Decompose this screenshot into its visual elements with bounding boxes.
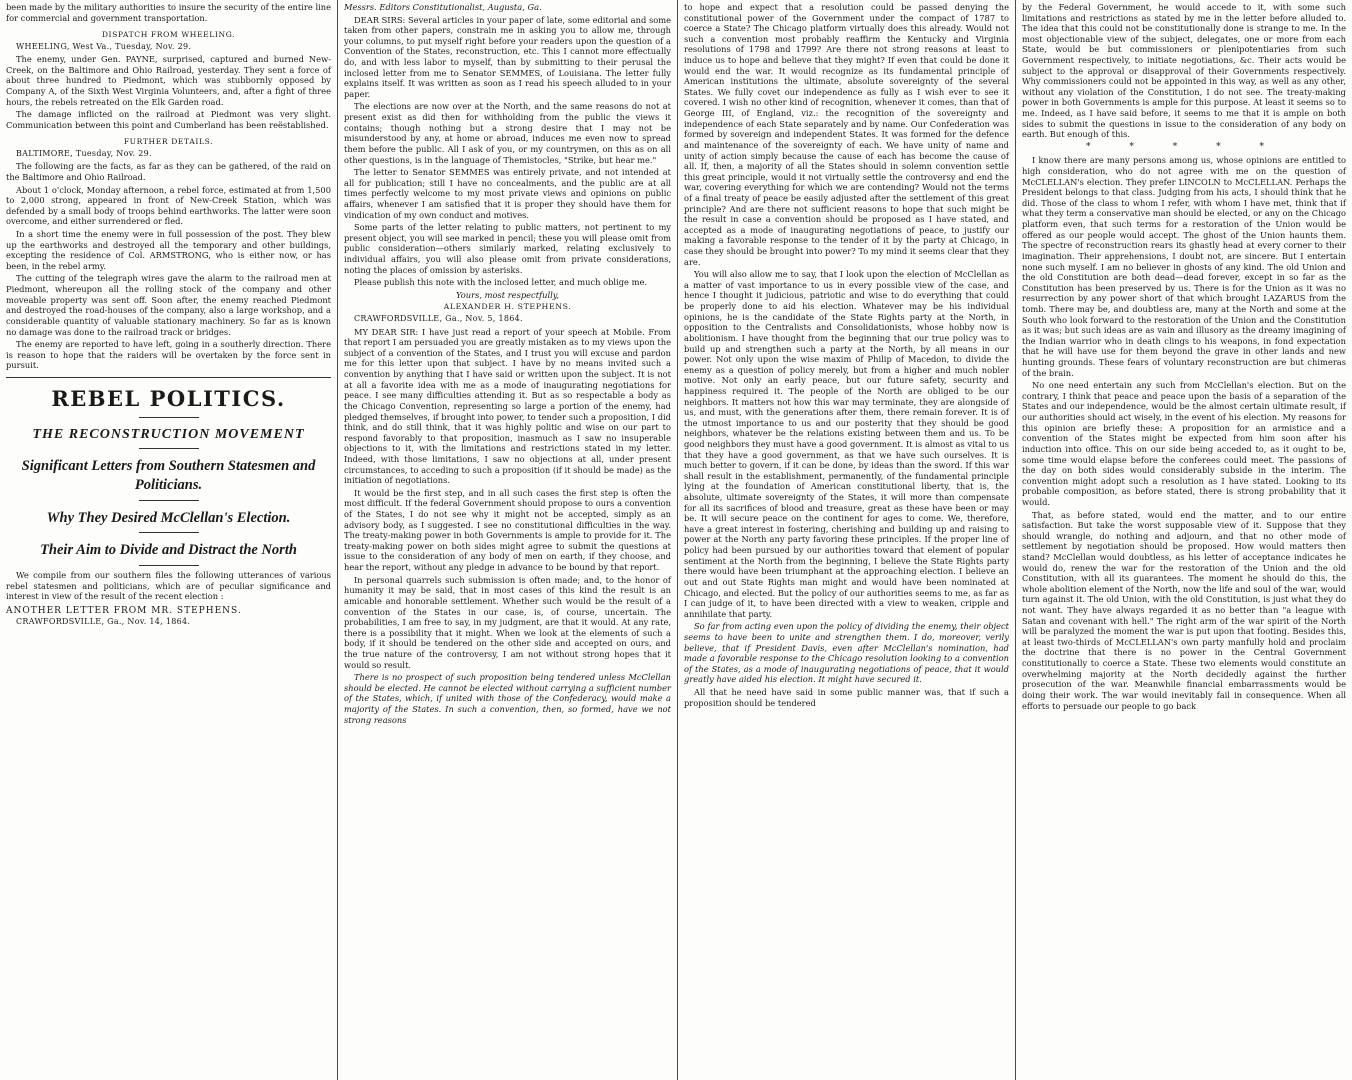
headline-sub-4: Their Aim to Divide and Distract the North xyxy=(40,542,297,559)
paragraph: The enemy are reported to have left, going in a southerly direction. There is reason to hope that the raiders will be overtaken by the force sent in pursuit. xyxy=(6,339,331,371)
paragraph: There is no prospect of such proposition being tendered unless McClellan should be elected. He cannot be elected without carrying a sufficient number of the States, which, if united with those of the Confederacy, would make a majority of the States. In such a convention, then, so formed, have we not strong reasons xyxy=(344,672,671,725)
paragraph: So far from acting even upon the policy of dividing the enemy, their object seems to have been to unite and strengthen them. I do, moreover, verily believe, that if President Davis, even after McClellan's nomination, had made a favorable response to the Chicago resolution looking to a convention of the States, as a mode of inaugurating negotiations of peace, that it would greatly have aided his election. It might have secured it. xyxy=(684,621,1009,685)
paragraph: The following are the facts, as far as they can be gathered, of the raid on the Baltimore and Ohio Railroad. xyxy=(6,161,331,182)
headline-sub-1: THE RECONSTRUCTION MOVEMENT xyxy=(32,426,305,442)
paragraph: The damage inflicted on the railroad at Piedmont was very slight. Communication between this point and Cumberland has been reëstablished. xyxy=(6,109,331,130)
dispatch-heading: DISPATCH FROM WHEELING. xyxy=(101,30,236,40)
headline-rule xyxy=(139,565,199,566)
paragraph: The letter to Senator SEMMES was entirely private, and not intended at all for publication; still I have no concealments, and the public are at all times perfectly welcome to my most private views and opinions on public affairs, whenever I am satisfied that it is proper they should have them for vindication of my own conduct and motives. xyxy=(344,167,671,220)
paragraph: The elections are now over at the North, and the same reasons do not at present exist as did then for withholding from the public the views it contains; though nothing but a strong desire that I may not be misunderstood by any, at home or abroad, induces me even now to spread them before the public. All I ask of you, or my countrymen, on this as on all other questions, is in the language of Themistocles, "Strike, but hear me." xyxy=(344,101,671,165)
paragraph: That, as before stated, would end the matter, and to our entire satisfaction. But take the worst supposable view of it. Suppose that they should wrangle, do nothing and adjourn, and that no other mode of settlement by negotiation should be proposed. How would matters then stand? McClellan would doubtless, as his letter of acceptance indicates he would do, renew the war for the restoration of the Union and the old Constitution, with all its guarantees. The moment he should do this, the whole abolition element of the North, now the life and soul of the war, would turn against it. The old Union, with the old Constitution, is just what they do not want. They have always regarded it as no better than "a league with Satan and covenant with hell." The right arm of the war spirit of the North will be paralyzed the moment the war is put upon that footing. Besides this, at least two-thirds of McCLELLAN's own party manfully hold and proclaim the doctrine that there is no power in the Central Government constitutionally to coerce a State. These two elements would constitute an overwhelming majority at the North decidedly against the further prosecution of the war. Meanwhile financial embarrassments would be doing their work. The war would inevitably fail in consequence. When all efforts to persuade our people to go back xyxy=(1022,509,1346,711)
letter-address: Messrs. Editors Constitutionalist, Augusta, Ga. xyxy=(344,2,542,12)
column-3 xyxy=(678,0,1016,1080)
headline-rule xyxy=(139,532,199,533)
paragraph: to hope and expect that a resolution could be passed denying the constitutional power of the Government under the compact of 1787 to coerce a State? The Chicago platform virtually does this already. Would not such a convention most probably reaffirm the Kentucky and Virginia resolutions of 1798 and 1799? Are there not strong reasons at least to induce us to hope and believe that they might? If even that could be done it would end the war. It would recognize as its fundamental principle of American institutions the ultimate, absolute sovereignty of the several States. We fully covet our independence as fully as I wish ever to see it covered. I wish no other kind of recognition, whenever it comes, than that of George III, of England, viz.: the recognition of the sovereignty and independence of each State separately and by name. Our Confederation was formed by sovereign and independent States. It was formed for the defence and maintenance of the sovereignty of each. We have unity of name and unity of action simply because the cause of each has become the cause of all. If, then, a majority of all the States should in solemn convention settle this great principle, would it not virtually settle the controversy and end the war, covering everything for which we are contending? Would not the terms of a final treaty of peace be easily adjusted after the settlement of this great principle? And are there not sufficient reasons to hope that such might be the result in case a convention should be proposed as I have stated, and accepted as a mode of inaugurating negotiations of peace, to justify our making a favorable response to the tender of it by the party at Chicago, in case they should be brought into power? To my mind it seems clear that they are. xyxy=(684,2,1009,267)
letter-dateline: CRAWFORDSVILLE, Ga., Nov. 5, 1864. xyxy=(354,314,523,324)
letter-dateline: CRAWFORDSVILLE, Ga., Nov. 14, 1864. xyxy=(16,617,191,627)
paragraph: In a short time the enemy were in full possession of the post. They blew up the earthworks and destroyed all the temporary and other buildings, excepting the residence of Col. ARMSTRONG, who is either now, or has been, in the rebel army. xyxy=(6,229,331,271)
headline-sub-3: Why They Desired McClellan's Election. xyxy=(46,509,291,526)
headline-rule xyxy=(139,417,199,418)
paragraph: About 1 o'clock, Monday afternoon, a rebel force, estimated at from 1,500 to 2,000 strong, appeared in front of New-Creek Station, which was defended by a small body of troops behind earthworks. The latter were soon overcome, and either surrendered or fled. xyxy=(6,184,331,227)
paragraph: MY DEAR SIR: I have just read a report of your speech at Mobile. From that report I am persuaded you are greatly mistaken as to my views upon the subject of a convention of the States, and I trust you will excuse and pardon me for this letter upon that subject. I have by no means invited such a convention by anything that I have said or written upon the subject. It is not at all a favorite idea with me as a mode of inaugurating negotiations for peace. I see many difficulties attending it. But as so respectable a body as the Chicago Convention, representing so large a portion of the enemy, had pledged themselves, if brought into power, to tender such a proposition, I did think, and do still think, that it was highly politic and wise on our part to respond favorably to that proposition, inasmuch as I saw no insuperable objections to it, with the limitations and restrictions stated in my letter. Indeed, with those limitations, I saw no objections at all, under present circumstances, to acceding to such a proposition (if it should be made) as the initiation of negotiations. xyxy=(344,326,671,486)
paragraph: DEAR SIRS: Several articles in your paper of late, some editorial and some taken from other papers, constrain me in asking you to allow me, through your columns, to put myself right before your readers upon the question of a Convention of the States, reconstruction, etc. This I cannot more effectually do, and with less labor to myself, than by submitting to their perusal the inclosed letter from me to Senator SEMMES, of Louisiana. The letter fully explains itself. It was written as soon as I read his speech alluded to in your paper. xyxy=(344,14,671,99)
paragraph: In personal quarrels such submission is often made; and, to the honor of humanity it may be said, that in most cases of this kind the result is an amicable and honorable settlement. Whether such would be the result of a convention of the States in our case, is, of course, uncertain. The probabilities, I am free to say, in my judgment, are that it would. At any rate, there is a possibility that it might. When we look at the elements of such a body, if it should be tendered on the other side and accepted on ours, and the true nature of the controversy, I am not without strong hopes that it would so result. xyxy=(344,574,671,670)
headline-main: REBEL POLITICS. xyxy=(51,385,286,411)
asterisk-separator: * * * * * xyxy=(1086,141,1282,152)
paragraph: It would be the first step, and in all such cases the first step is often the most difficult. If the federal Government should propose to ours a convention of the States, I do not see why it might not be accepted, simply as an advisory body, as I suggested. I see no constitutional difficulties in the way. The treaty-making power in both Governments is ample to provide for it. The treaty-making power on both sides might agree to submit the questions at issue to the consideration of any body of men on earth, if they choose, and hear the report, without any pledge in advance to be bound by that report. xyxy=(344,487,671,573)
section-heading: ANOTHER LETTER FROM MR. STEPHENS. xyxy=(6,605,242,616)
column-4 xyxy=(1016,0,1352,1080)
headline-rule xyxy=(139,500,199,501)
paragraph: by the Federal Government, he would accede to it, with some such limitations and restrictions as stated by me in the letter before alluded to. The idea that this could not be constitutionally done is strange to me. In the most objectionable view of the subject, delegates, one or more from each State, would be but commissioners or plenipotentiaries from such Government respectively, to initiate negotiations, &c. Their acts would be subject to the approval or disapproval of their Governments respectively. Why commissioners could not be appointed in this way, as well as any other, without any violation of the Constitution, I do not see. The treaty-making power in both Governments is ample for this purpose. At least it seems so to me. Indeed, as I have said before, it seems to me that it is ample on both sides to submit the questions in issue to the consideration of any body on earth. But enough of this. xyxy=(1022,2,1346,140)
paragraph: been made by the military authorities to insure the security of the entire line for commercial and government transportation. xyxy=(6,2,331,23)
paragraph: The cutting of the telegraph wires gave the alarm to the railroad men at Piedmont, whereupon all the rolling stock of the company and other moveable property was sent off. Soon after, the enemy reached Piedmont and destroyed the road-houses of the company, also a large workshop, and a considerable quantity of valuable stationary machinery. So far as is known no damage was done to the railroad track or bridges. xyxy=(6,273,331,337)
headline-sub-2: Significant Letters from Southern Statesmen and Politicians. xyxy=(21,457,316,494)
article-divider xyxy=(6,377,331,378)
paragraph: No one need entertain any such from McClellan's election. But on the contrary, I think that peace and peace upon the basis of a separation of the States and our independence, would be the almost certain ultimate result, if our authorities should act wisely, in the event of his election. My reasons for this opinion are briefly these: A proposition for an armistice and a convention of the States might be expected from him soon after his induction into office. This on our side being acceded to, as it ought to be, some time would elapse before the conferees could meet. The passions of the day on both sides would considerably subside in the interim. The convention might adopt such a resolution as I have stated. Looking to its probable composition, as before stated, there is strong probability that it would. xyxy=(1022,380,1346,507)
column-1 xyxy=(0,0,338,1080)
paragraph: I know there are many persons among us, whose opinions are entitled to high consideration, who do not agree with me on the question of McCLELLAN's election. They prefer LINCOLN to McCLELLAN. Perhaps the President belongs to that class. Judging from his acts, I should think that he did. Those of the class to whom I refer, with whom I have met, think that if what they term a conservative man should be elected, or any on the Chicago platform even, that such terms for a restoration of the Union would be offered as our people would accept. The ghost of the Union haunts them. The spectre of reconstruction rears its ghastly head at every corner to their imagination. Their apprehensions, I doubt not, are sincere. But I entertain none such myself. I am no believer in ghosts of any kind. The old Union and the old Constitution are both dead—dead forever, except in so far as the Constitution has been preserved by us. There is for the Union as it was no resurrection by any power short of that which brought LAZARUS from the tomb. There may be, and doubtless are, many at the North and some at the South who look forward to the restoration of the Union and the Constitution as it was; but such ideas are as vain and illusory as the dreamy imagining of the Indian warrior who in death clings to his weapons, in fond expectation that he will have use for them beyond the grave in other lands and new hunting grounds. These fears of voluntary reconstruction are but chimeras of the brain. xyxy=(1022,155,1346,378)
paragraph: The enemy, under Gen. PAYNE, surprised, captured and burned New-Creek, on the Baltimore and Ohio Railroad, yesterday. They sent a force of about three hundred to Piedmont, which was stubbornly opposed by Company A, of the Sixth West Virginia Volunteers, and, after a fight of three hours, the rebels retreated on the Elk Garden road. xyxy=(6,54,331,107)
headline-rule xyxy=(139,448,199,449)
letter-closing: Yours, most respectfully, xyxy=(456,289,559,300)
intro-paragraph: We compile from our southern files the following utterances of various rebel statesmen and politicians, which are of peculiar significance and interest in view of the result of the recent election : xyxy=(6,570,331,602)
paragraph: All that he need have said in some public manner was, that if such a proposition should be tendered xyxy=(684,687,1009,708)
further-details-dateline: BALTIMORE, Tuesday, Nov. 29. xyxy=(16,149,152,159)
further-details-heading: FURTHER DETAILS. xyxy=(123,137,214,147)
paragraph: Some parts of the letter relating to public matters, not pertinent to my present object, you will see marked in pencil; these you will please omit from public consideration—others similarly marked, relating exclusively to individual affairs, you will also please omit from private considerations, noting the places of omission by asterisks. xyxy=(344,222,671,275)
dispatch-dateline: WHEELING, West Va., Tuesday, Nov. 29. xyxy=(16,41,192,51)
paragraph: Please publish this note with the inclosed letter, and much oblige me. xyxy=(354,277,647,288)
column-2 xyxy=(338,0,678,1080)
letter-signature: ALEXANDER H. STEPHENS. xyxy=(443,302,572,312)
paragraph: You will also allow me to say, that I look upon the election of McClellan as a matter of vast importance to us in every possible view of the case, and hence I thought it judicious, patriotic and wise to do everything that could be properly done to aid his election. Whatever may be his individual opinions, he is the candidate of the State Rights party at the North, in opposition to the Centralists and Consolidationists, whose hobby now is abolitionism. I have thought from the beginning that our true policy was to build up and strengthen such a party at the North, by all means in our power. Not only upon the wise maxim of Philip of Macedon, to divide the enemy as a question of policy merely, but from a higher and much nobler motive. Not only an early peace, but our future safety, security and happiness required it. The people of the North are obliged to be our neighbors. It matters not how this war may terminate, they are alongside of us, and must, with the generations after them, there remain forever. It is of the utmost importance to us and our posterity that they should be good neighbors, whatever be the relations existing between them and us. To be good neighbors they must have a good government. It is almost as vital to us that they have a good government, as that we have such ourselves. It is much better to govern, if it can be done, by ideas than the sword. If this war shall result in the establishment, permanently, of the fundamental principle lying at the foundation of American constitutional liberty, that is, the absolute, ultimate sovereignty of the States, it will more than compensate for all its sacrifices of blood and treasure, great as these have been or may be. It will secure peace on the continent for ages to come. We, therefore, have a great interest in fostering, cherishing and building up and raising to power at the North any party favoring these principles. If the proper line of policy had been pursued by our authorities toward that element of popular sentiment at the North from the beginning, I believe the State Rights party there would have been triumphant at the approaching election. I believe an out and out State Rights man might and would have been nominated at Chicago, and elected. But the policy of our authorities seems to me, as far as I can judge of it, to have been directed with a view to weaken, cripple and annihilate that party. xyxy=(684,269,1009,619)
